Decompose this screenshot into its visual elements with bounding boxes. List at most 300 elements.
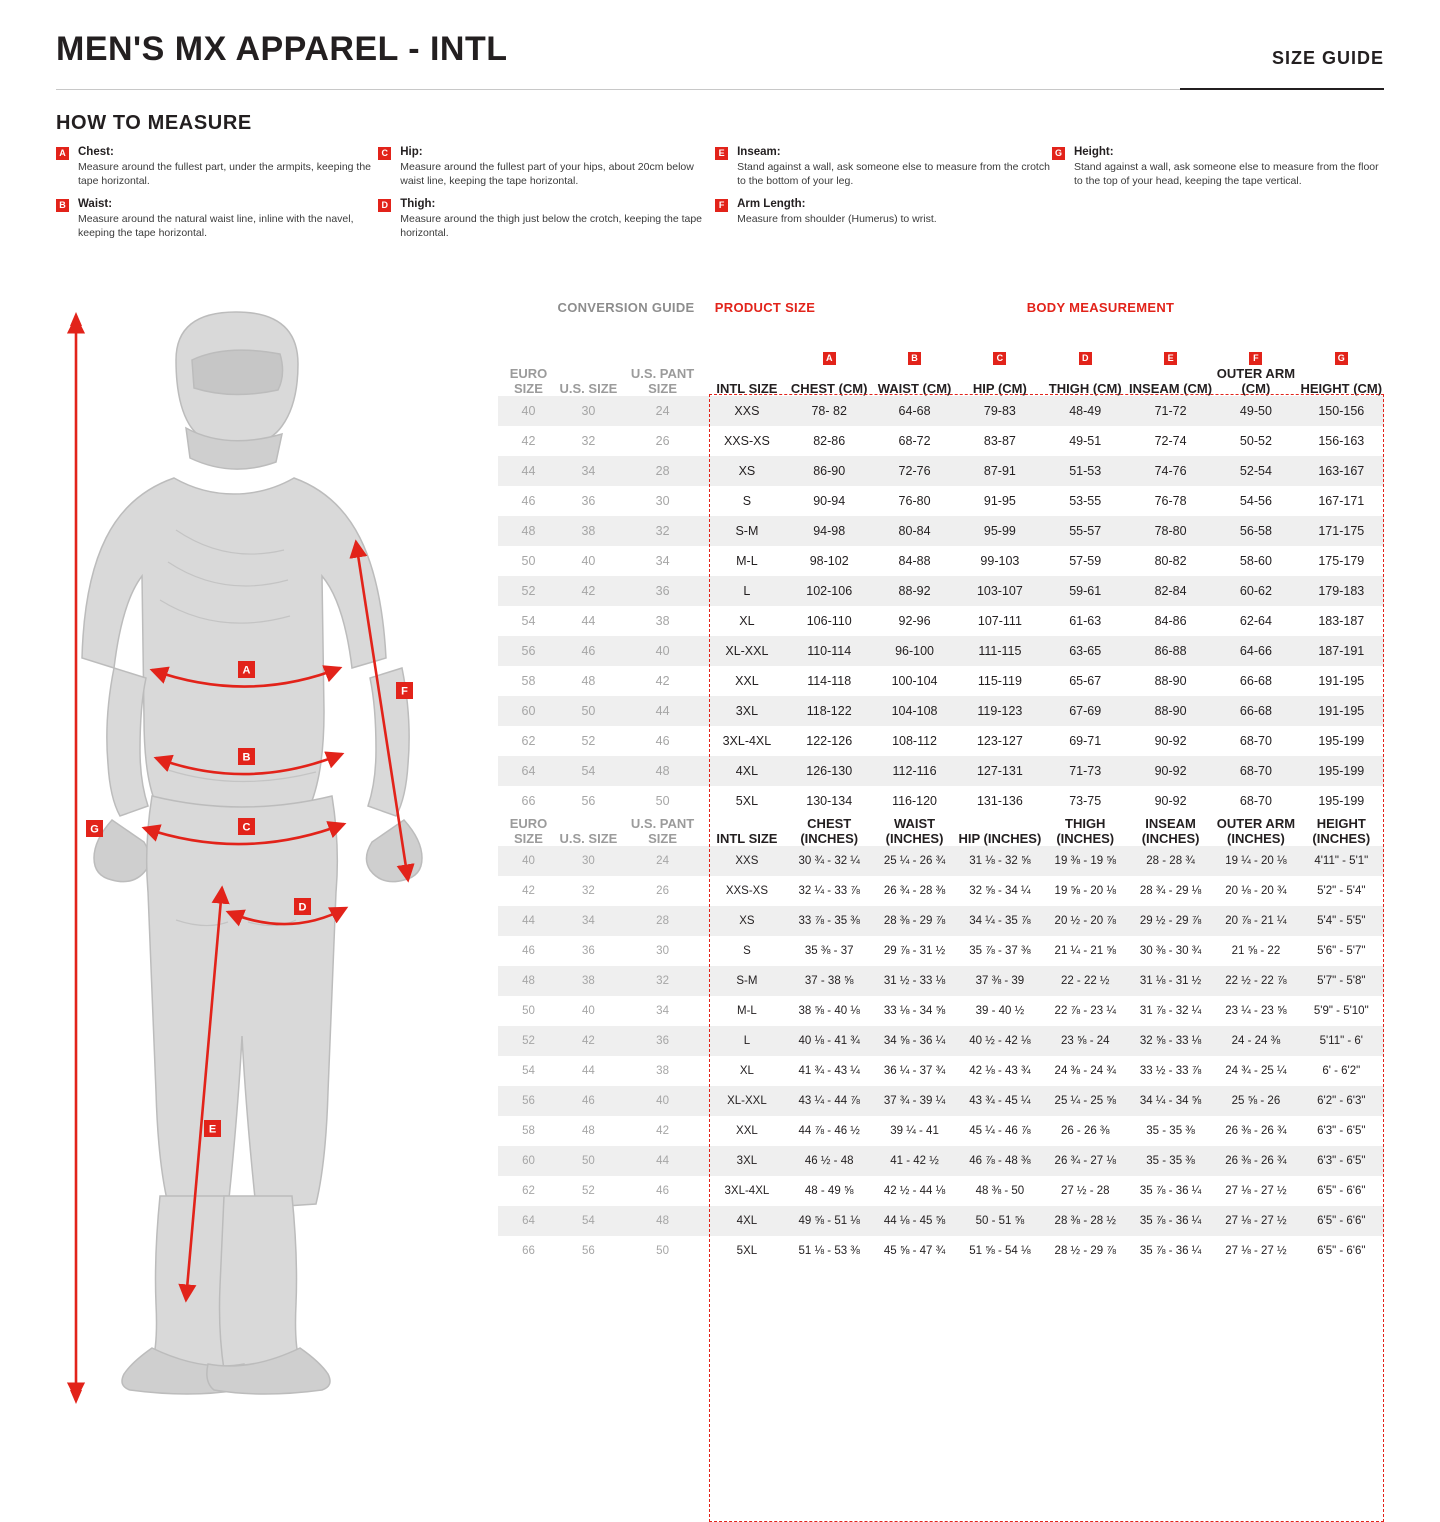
table-cell: 32 ⅝ - 33 ⅛ <box>1128 1026 1213 1056</box>
table-cell: 20 ⅛ - 20 ¾ <box>1225 885 1287 897</box>
table-cell: 49-50 <box>1213 396 1298 426</box>
table-cell: 156-163 <box>1318 434 1365 448</box>
table-cell: 71-72 <box>1128 396 1213 426</box>
table-cell: 48 <box>498 516 559 546</box>
group-header-product: PRODUCT SIZE <box>714 300 816 315</box>
table-cell: 29 ½ - 29 ⅞ <box>1128 906 1213 936</box>
table-cell: 46 <box>559 636 618 666</box>
table-cell: 50 - 51 ⅝ <box>957 1206 1042 1236</box>
table-cell: 38 <box>655 614 670 628</box>
size-chart <box>498 296 1384 1266</box>
table-cell: 60-62 <box>1213 576 1298 606</box>
how-to-measure-column-2 <box>378 146 715 240</box>
col-header-intl-size: INTL SIZE <box>716 381 778 396</box>
table-row <box>498 936 1384 966</box>
col-header-us-pant-size: U.S. PANT SIZE <box>630 366 695 396</box>
table-row <box>498 576 1384 606</box>
table-cell: 25 ¼ - 25 ⅝ <box>1043 1086 1128 1116</box>
table-cell: 86-90 <box>787 456 872 486</box>
table-cell: 6'3" - 6'5" <box>1299 1146 1384 1176</box>
table-cell: XS <box>707 456 786 486</box>
table-cell: 74-76 <box>1128 456 1213 486</box>
table-cell: 66-68 <box>1213 696 1298 726</box>
table-cell: 118-122 <box>787 696 872 726</box>
col-header-outer-arm-in: OUTER ARM (INCHES) <box>1216 816 1296 846</box>
table-cell: 28 ⅜ - 29 ⅞ <box>872 906 957 936</box>
table-cell: 19 ¼ - 20 ⅛ <box>1213 846 1298 876</box>
table-row <box>498 396 1384 426</box>
table-cell: 111-115 <box>957 636 1042 666</box>
table-cell: 48 <box>498 966 559 996</box>
table-cell: 60 <box>498 1146 559 1176</box>
table-body-cm <box>498 396 1384 816</box>
col-header-us-size: U.S. SIZE <box>559 381 618 396</box>
col-header-waist-in: WAIST (INCHES) <box>885 816 944 846</box>
table-cell: XXS <box>707 846 786 876</box>
table-cell: 99-103 <box>980 554 1020 568</box>
table-cell: 3XL <box>707 696 786 726</box>
table-cell: 44 ⅞ - 46 ½ <box>798 1125 860 1137</box>
col-header-euro-size-in: EURO SIZE <box>509 816 548 846</box>
col-header-thigh-in: THIGH (INCHES) <box>1056 816 1115 846</box>
table-cell: 54-56 <box>1239 494 1272 508</box>
table-cell: 24 <box>618 396 707 426</box>
table-cell: 88-90 <box>1128 696 1213 726</box>
table-row <box>498 636 1384 666</box>
table-cell: S <box>742 494 752 508</box>
table-cell: 195-199 <box>1318 734 1365 748</box>
table-cell: S-M <box>707 966 786 996</box>
table-cell: 32 ¼ - 33 ⅞ <box>798 885 860 897</box>
table-cell: 41 ¾ - 43 ¼ <box>798 1065 860 1077</box>
table-cell: 45 ⅝ - 47 ¾ <box>883 1245 946 1257</box>
col-header-hip-cm: HIP (CM) <box>972 381 1027 396</box>
table-cell: 76-78 <box>1154 494 1187 508</box>
table-cell: 22 ⅞ - 23 ¼ <box>1054 1005 1116 1017</box>
measure-desc-arm-length: Measure from shoulder (Humerus) to wrist. <box>737 213 937 225</box>
table-cell: 22 ½ - 22 ⅞ <box>1213 966 1298 996</box>
table-cell: 39 - 40 ½ <box>975 1005 1025 1017</box>
table-cell: 27 ⅛ - 27 ½ <box>1225 1245 1287 1257</box>
table-cell: 26 ⅜ - 26 ¾ <box>1225 1125 1287 1137</box>
col-header-height-in: HEIGHT (INCHES) <box>1312 816 1371 846</box>
table-cell: 191-195 <box>1299 696 1384 726</box>
table-cell: 64-68 <box>872 396 957 426</box>
table-cell: 26 <box>656 885 669 897</box>
table-cell: XXS-XS <box>723 434 770 448</box>
table-cell: 94-98 <box>787 516 872 546</box>
table-cell: 19 ⅝ - 20 ⅛ <box>1054 885 1116 897</box>
table-cell: 28 - 28 ¾ <box>1128 846 1213 876</box>
svg-text:B: B <box>242 751 251 764</box>
table-row <box>498 846 1384 876</box>
table-row <box>498 876 1384 906</box>
table-cell: 115-119 <box>977 674 1022 688</box>
badge-a-icon: A <box>823 352 836 365</box>
table-cell: 25 ⅝ - 26 <box>1213 1086 1298 1116</box>
table-cell: 5'9" - 5'10" <box>1313 1005 1369 1017</box>
how-to-measure-heading: HOW TO MEASURE <box>56 112 252 134</box>
table-cell: 56 <box>498 1086 559 1116</box>
table-cell: 28 ½ - 29 ⅞ <box>1054 1245 1116 1257</box>
col-header-us-pant-size-in: U.S. PANT SIZE <box>630 816 695 846</box>
table-cell: M-L <box>737 1005 757 1017</box>
table-cell: 50 <box>559 1146 618 1176</box>
table-cell: 35 - 35 ⅜ <box>1146 1125 1195 1137</box>
table-cell: 50 <box>521 554 536 568</box>
table-cell: 3XL-4XL <box>724 1185 770 1197</box>
table-cell: 30 <box>656 945 669 957</box>
table-cell: 88-90 <box>1154 674 1187 688</box>
table-cell: 114-118 <box>807 674 852 688</box>
table-cell: 68-70 <box>1213 756 1298 786</box>
table-cell: 38 ⅝ - 40 ⅛ <box>798 1005 860 1017</box>
table-cell: 32 <box>581 434 596 448</box>
table-cell: XL-XXL <box>707 1086 786 1116</box>
table-row <box>498 606 1384 636</box>
table-cell: 68-70 <box>1239 734 1272 748</box>
table-cell: 28 ⅜ - 28 ½ <box>1043 1206 1128 1236</box>
table-row <box>498 1236 1384 1266</box>
measure-item-arm-length <box>715 198 1052 227</box>
table-cell: 27 ⅛ - 27 ½ <box>1225 1185 1287 1197</box>
measure-label-arm-length: Arm Length: <box>737 198 806 210</box>
table-cell: 43 ¾ - 45 ¼ <box>957 1086 1042 1116</box>
table-cell: 49-51 <box>1069 434 1102 448</box>
table-cell: 26 <box>655 434 670 448</box>
table-cell: 58 <box>521 674 536 688</box>
table-row <box>498 1146 1384 1176</box>
table-cell: 64-66 <box>1213 636 1298 666</box>
table-row <box>498 906 1384 936</box>
table-cell: 53-55 <box>1069 494 1102 508</box>
badge-e-icon: E <box>1164 352 1177 365</box>
table-cell: 44 <box>498 906 559 936</box>
table-group-headers <box>498 296 1384 348</box>
measure-badge-row <box>498 348 1384 366</box>
table-cell: 46 ⅞ - 48 ⅜ <box>957 1146 1042 1176</box>
table-cell: 46 <box>655 734 670 748</box>
measure-item-hip <box>378 146 715 188</box>
col-header-outer-arm-cm: OUTER ARM (CM) <box>1216 366 1296 396</box>
table-cell: 42 <box>522 885 535 897</box>
table-cell: 36 <box>582 945 595 957</box>
badge-a-icon: A <box>56 147 69 160</box>
table-cell: 40 <box>618 1086 707 1116</box>
table-cell: L <box>707 1026 786 1056</box>
table-cell: 35 ⅞ - 36 ¼ <box>1139 1245 1202 1257</box>
table-cell: 27 ½ - 28 <box>1060 1185 1110 1197</box>
table-cell: 32 ⅝ - 34 ¼ <box>969 885 1031 897</box>
table-cell: 29 ⅞ - 31 ½ <box>883 945 946 957</box>
table-cell: 22 - 22 ½ <box>1043 966 1128 996</box>
table-cell: 54 <box>522 1065 535 1077</box>
table-cell: 30 <box>559 396 618 426</box>
col-header-waist-cm: WAIST (CM) <box>877 381 952 396</box>
table-cell: 63-65 <box>1043 636 1128 666</box>
table-cell: 5XL <box>735 794 759 808</box>
measure-item-height <box>1052 146 1384 188</box>
table-cell: 179-183 <box>1299 576 1384 606</box>
table-cell: 57-59 <box>1069 554 1102 568</box>
col-header-hip-in: HIP (INCHES) <box>958 831 1042 846</box>
table-cell: 31 ½ - 33 ⅛ <box>872 966 957 996</box>
col-header-intl-size-in: INTL SIZE <box>716 831 778 846</box>
table-row <box>498 666 1384 696</box>
table-cell: 35 - 35 ⅜ <box>1128 1146 1213 1176</box>
table-cell: 24 ¾ - 25 ¼ <box>1225 1065 1287 1077</box>
table-row <box>498 786 1384 816</box>
table-cell: 27 ⅛ - 27 ½ <box>1213 1206 1298 1236</box>
table-cell: 24 <box>618 846 707 876</box>
measure-desc-hip: Measure around the fullest part of your hips, about 20cm below waist line, keeping the tape horizontal. <box>400 161 694 187</box>
table-cell: 55-57 <box>1043 516 1128 546</box>
table-cell: 33 ⅛ - 34 ⅝ <box>883 1005 946 1017</box>
table-row <box>498 966 1384 996</box>
table-cell: 44 <box>582 1065 595 1077</box>
table-cell: 131-136 <box>976 794 1023 808</box>
table-cell: 36 ¼ - 37 ¾ <box>883 1065 946 1077</box>
badge-c-icon: C <box>993 352 1006 365</box>
measure-desc-waist: Measure around the natural waist line, inline with the navel, keeping the tape horizontal. <box>78 213 354 239</box>
table-cell: 90-94 <box>813 494 846 508</box>
table-cell: 31 ⅛ - 31 ½ <box>1128 966 1213 996</box>
table-cell: 33 ⅞ - 35 ⅜ <box>787 906 872 936</box>
table-cell: M-L <box>736 554 758 568</box>
table-cell: S <box>743 945 751 957</box>
table-cell: 6'5" - 6'6" <box>1317 1245 1366 1257</box>
table-row <box>498 726 1384 756</box>
table-cell: 42 <box>559 576 618 606</box>
table-cell: 65-67 <box>1069 674 1102 688</box>
table-cell: 50 <box>559 696 618 726</box>
table-row <box>498 1086 1384 1116</box>
table-cell: 42 ⅛ - 43 ¾ <box>969 1065 1031 1077</box>
table-cell: 71-73 <box>1043 756 1128 786</box>
table-cell: 5'4" - 5'5" <box>1299 906 1384 936</box>
group-header-conversion: CONVERSION GUIDE <box>557 300 695 315</box>
table-cell: XXL <box>735 674 759 688</box>
table-cell: 106-110 <box>806 614 852 628</box>
table-cell: 110-114 <box>787 636 872 666</box>
table-row <box>498 1026 1384 1056</box>
col-header-height-cm: HEIGHT (CM) <box>1300 381 1383 396</box>
table-cell: 5'2" - 5'4" <box>1317 885 1366 897</box>
table-cell: 68-70 <box>1239 794 1272 808</box>
table-row <box>498 426 1384 456</box>
table-cell: 42 <box>559 1026 618 1056</box>
table-cell: 40 ⅛ - 41 ¾ <box>787 1026 872 1056</box>
table-cell: 31 ⅞ - 32 ¼ <box>1139 1005 1202 1017</box>
badge-g-icon: G <box>1335 352 1348 365</box>
measure-item-waist <box>56 198 378 240</box>
table-cell: 44 <box>581 614 596 628</box>
how-to-measure-column-3 <box>715 146 1052 240</box>
table-cell: 40 <box>581 554 596 568</box>
table-row <box>498 516 1384 546</box>
col-header-inseam-in: INSEAM (INCHES) <box>1141 816 1200 846</box>
table-cell: 150-156 <box>1299 396 1384 426</box>
table-cell: 50 <box>656 1245 669 1257</box>
table-cell: 56 <box>498 636 559 666</box>
table-cell: 5'7" - 5'8" <box>1299 966 1384 996</box>
table-cell: 73-75 <box>1069 794 1102 808</box>
table-cell: 3XL <box>707 1146 786 1176</box>
table-cell: 95-99 <box>957 516 1042 546</box>
table-cell: 100-104 <box>891 674 938 688</box>
table-row <box>498 756 1384 786</box>
table-cell: 42 ½ - 44 ⅛ <box>883 1185 946 1197</box>
table-cell: 45 ¼ - 46 ⅞ <box>969 1125 1031 1137</box>
badge-c-icon: C <box>378 147 391 160</box>
table-cell: 49 ⅝ - 51 ⅛ <box>787 1206 872 1236</box>
table-cell: 119-123 <box>957 696 1042 726</box>
table-cell: 37 ⅜ - 39 <box>957 966 1042 996</box>
table-cell: 46 <box>522 945 535 957</box>
measure-label-inseam: Inseam: <box>737 146 781 158</box>
table-cell: 51 ⅛ - 53 ⅜ <box>798 1245 860 1257</box>
table-row <box>498 546 1384 576</box>
table-cell: 122-126 <box>806 734 853 748</box>
table-cell: 80-82 <box>1154 554 1187 568</box>
col-header-us-size-in: U.S. SIZE <box>559 831 618 846</box>
table-cell: 35 ⅞ - 36 ¼ <box>1139 1185 1202 1197</box>
table-cell: 195-199 <box>1299 756 1384 786</box>
table-cell: 38 <box>559 966 618 996</box>
table-cell: 32 <box>618 516 707 546</box>
table-cell: 24 ⅜ - 24 ¾ <box>1054 1065 1116 1077</box>
table-cell: 66 <box>522 1245 535 1257</box>
col-header-chest-in: CHEST (INCHES) <box>800 816 859 846</box>
table-row <box>498 1056 1384 1086</box>
table-cell: 42 <box>656 1125 669 1137</box>
table-cell: 46 <box>559 1086 618 1116</box>
table-cell: 84-86 <box>1154 614 1187 628</box>
table-cell: 30 <box>655 494 670 508</box>
table-cell: 4XL <box>707 756 786 786</box>
table-header-inches <box>498 816 1384 846</box>
table-cell: 56 <box>581 794 596 808</box>
table-cell: 91-95 <box>983 494 1016 508</box>
table-cell: 20 ⅞ - 21 ¼ <box>1213 906 1298 936</box>
svg-text:E: E <box>208 1123 217 1136</box>
measure-label-height: Height: <box>1073 146 1114 158</box>
table-cell: 90-92 <box>1154 734 1187 748</box>
table-cell: 34 <box>559 906 618 936</box>
svg-text:C: C <box>242 821 251 834</box>
table-cell: 130-134 <box>806 794 853 808</box>
table-cell: 44 <box>618 696 707 726</box>
table-cell: 50 <box>522 1005 535 1017</box>
table-cell: 28 <box>618 456 707 486</box>
table-cell: 61-63 <box>1069 614 1102 628</box>
table-cell: 59-61 <box>1043 576 1128 606</box>
measurement-illustration <box>56 300 486 1420</box>
table-cell: 183-187 <box>1318 614 1365 628</box>
table-cell: 54 <box>559 1206 618 1236</box>
table-cell: 35 ⅞ - 37 ⅜ <box>969 945 1031 957</box>
table-cell: 44 <box>618 1146 707 1176</box>
measure-desc-height: Stand against a wall, ask someone else to measure from the floor to the top of your head, keeping the tape vertical. <box>1073 161 1379 187</box>
table-cell: 171-175 <box>1299 516 1384 546</box>
table-cell: 66-68 <box>1239 674 1272 688</box>
table-cell: 84-88 <box>898 554 931 568</box>
table-cell: 5XL <box>736 1245 758 1257</box>
badge-d-icon: D <box>1079 352 1092 365</box>
table-cell: 187-191 <box>1299 636 1384 666</box>
table-cell: 26 - 26 ⅜ <box>1060 1125 1110 1137</box>
table-cell: 82-86 <box>813 434 846 448</box>
table-row <box>498 1176 1384 1206</box>
table-cell: 69-71 <box>1069 734 1102 748</box>
table-cell: 108-112 <box>892 734 938 748</box>
table-cell: 34 ¼ - 34 ⅝ <box>1128 1086 1213 1116</box>
table-cell: 33 ½ - 33 ⅞ <box>1139 1065 1202 1077</box>
table-cell: 48 ⅜ - 50 <box>975 1185 1025 1197</box>
table-cell: 19 ⅜ - 19 ⅝ <box>1043 846 1128 876</box>
table-cell: 6' - 6'2" <box>1322 1065 1361 1077</box>
table-cell: 21 ¼ - 21 ⅝ <box>1054 945 1116 957</box>
table-cell: 54 <box>559 756 618 786</box>
badge-b-icon: B <box>908 352 921 365</box>
table-cell: 54 <box>521 614 536 628</box>
table-cell: 66 <box>521 794 536 808</box>
table-cell: 87-91 <box>957 456 1042 486</box>
size-guide-label: SIZE GUIDE <box>1271 48 1384 68</box>
measure-label-thigh: Thigh: <box>400 198 436 210</box>
badge-f-icon: F <box>1249 352 1262 365</box>
table-cell: 46 <box>521 494 536 508</box>
col-header-chest-cm: CHEST (CM) <box>790 381 868 396</box>
table-cell: 26 ¾ - 28 ⅜ <box>883 885 946 897</box>
table-cell: S-M <box>707 516 786 546</box>
table-cell: 72-76 <box>872 456 957 486</box>
table-cell: 44 <box>498 456 559 486</box>
svg-text:D: D <box>298 901 307 914</box>
group-header-body: BODY MEASUREMENT <box>1026 300 1175 315</box>
table-body-inches <box>498 846 1384 1266</box>
table-cell: 98-102 <box>809 554 849 568</box>
measure-label-hip: Hip: <box>400 146 423 158</box>
table-cell: 90-92 <box>1154 794 1187 808</box>
table-cell: 34 <box>656 1005 669 1017</box>
size-table <box>498 348 1384 1266</box>
table-cell: 88-92 <box>872 576 957 606</box>
table-cell: 34 ¼ - 35 ⅞ <box>957 906 1042 936</box>
table-cell: 50-52 <box>1239 434 1272 448</box>
table-row <box>498 1116 1384 1146</box>
table-cell: 42 <box>521 434 536 448</box>
how-to-measure-column-1 <box>56 146 378 240</box>
table-cell: 103-107 <box>957 576 1042 606</box>
badge-f-icon: F <box>715 199 728 212</box>
table-cell: XL <box>739 1065 754 1077</box>
table-cell: 52-54 <box>1213 456 1298 486</box>
table-cell: 78- 82 <box>787 396 872 426</box>
table-cell: 56 <box>582 1245 595 1257</box>
table-cell: 6'5" - 6'6" <box>1299 1206 1384 1236</box>
table-cell: 48 <box>618 756 707 786</box>
table-cell: 40 <box>498 396 559 426</box>
table-cell: 6'5" - 6'6" <box>1317 1185 1366 1197</box>
table-cell: 46 <box>656 1185 669 1197</box>
table-cell: 195-199 <box>1318 794 1365 808</box>
measure-item-chest <box>56 146 378 188</box>
table-cell: L <box>707 576 786 606</box>
col-header-thigh-cm: THIGH (CM) <box>1048 381 1122 396</box>
table-cell: 48 <box>582 1125 595 1137</box>
table-cell: 191-195 <box>1318 674 1365 688</box>
